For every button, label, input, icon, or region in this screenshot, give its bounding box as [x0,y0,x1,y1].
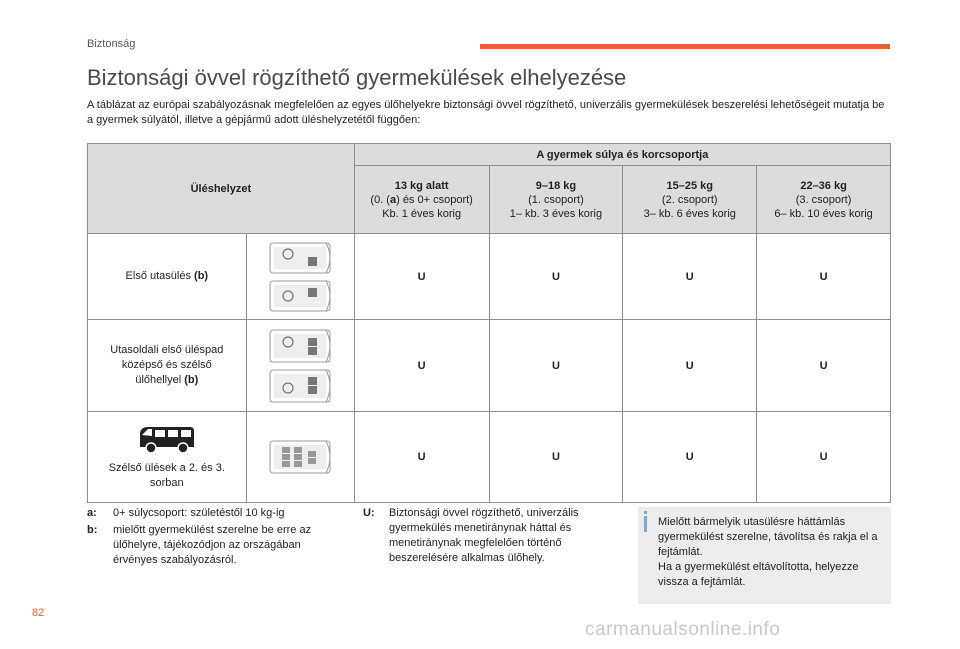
seat-diagram-cell [246,412,354,503]
watermark: carmanualsonline.info [585,619,781,640]
value-cell: U [623,234,757,320]
seat-diagram-cell [246,234,354,320]
section-label: Biztonság [87,38,136,50]
seat-label-rear-rows: Szélső ülések a 2. és 3. sorban [88,412,247,503]
column-header-group1: 9–18 kg (1. csoport) 1– kb. 3 éves korig [489,166,623,234]
footnote-b: b: mielőtt gyermekülést szerelne be erre az ülőhelyre, tájékozódjon az országában érvényes szabályozásról. [87,524,312,566]
weight-group-header: A gyermek súlya és korcsoportja [354,144,890,166]
value-cell: U [354,412,489,503]
footnotes-mid [363,506,611,568]
value-cell: U [489,412,623,503]
seat-label-front-bench: Utasoldali első üléspad középső és szélső ülőhellyel (b) [88,320,247,412]
info-icon [644,511,647,514]
header-accent-bar [480,44,890,49]
info-box [638,507,891,604]
footnote-u: U: Biztonsági övvel rögzíthető, univerzális gyermekülés menetiránynak háttal és menetiránynak megfelelően történő beszerelésére alkalmas ülőhely. [363,507,579,564]
info-icon-bar [644,516,647,532]
page-number: 82 [32,607,45,619]
child-seat-table [87,143,891,503]
seat-diagram-cell [246,320,354,412]
front-seat-diagram-icon [264,239,336,315]
value-cell: U [757,412,891,503]
value-cell: U [489,320,623,412]
value-cell: U [354,234,489,320]
column-header-group3: 22–36 kg (3. csoport) 6– kb. 10 éves korig [757,166,891,234]
van-icon [136,423,198,455]
info-text: Mielőtt bármelyik utasülésre háttámlás gyermekülést szerelne, távolítsa és rakja el a fejtámlát. Ha a gyermekülést eltávolította, helyezze vissza a fejtámlát. [658,516,878,588]
value-cell: U [489,234,623,320]
value-cell: U [757,234,891,320]
value-cell: U [757,320,891,412]
table-row [88,320,891,412]
footnotes-left [87,506,337,570]
table-row [88,234,891,320]
page-title: Biztonsági övvel rögzíthető gyermekülések elhelyezése [87,65,627,90]
intro-paragraph: A táblázat az európai szabályozásnak megfelelően az egyes ülőhelyekre biztonsági övvel rögzíthető, univerzális gyermekülések beszerelési lehetőségeit mutatja be a gyermek súlyától, illetve a gépjármű adott üléshelyzetétől függően: [87,99,885,126]
value-cell: U [623,412,757,503]
table-row [88,412,891,503]
front-bench-diagram-icon [264,326,336,406]
column-header-group0: 13 kg alatt (0. (a) és 0+ csoport) Kb. 1 éves korig [354,166,489,234]
column-header-group2: 15–25 kg (2. csoport) 3– kb. 6 éves korig [623,166,757,234]
value-cell: U [354,320,489,412]
footnote-a: a: 0+ súlycsoport: születéstől 10 kg-ig [87,507,285,519]
seat-position-header: Üléshelyzet [88,144,355,234]
value-cell: U [623,320,757,412]
seat-label-front-passenger: Első utasülés (b) [88,234,247,320]
rear-seats-diagram-icon [264,439,336,475]
